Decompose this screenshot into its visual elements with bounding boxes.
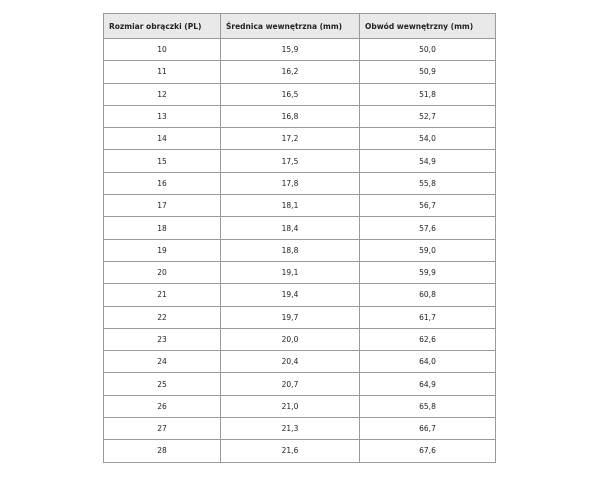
cell-ring-size: 16: [104, 172, 221, 194]
cell-ring-size: 13: [104, 105, 221, 127]
table-row: [104, 217, 496, 239]
header-row: [104, 14, 496, 39]
cell-inner-circumference: 67,6: [360, 440, 496, 462]
cell-ring-size: 18: [104, 217, 221, 239]
table-row: [104, 105, 496, 127]
cell-inner-diameter: 16,8: [221, 105, 360, 127]
cell-ring-size: 22: [104, 306, 221, 328]
cell-inner-diameter: 19,4: [221, 284, 360, 306]
cell-ring-size: 23: [104, 328, 221, 350]
cell-inner-diameter: 16,2: [221, 61, 360, 83]
cell-ring-size: 25: [104, 373, 221, 395]
cell-inner-circumference: 64,9: [360, 373, 496, 395]
cell-ring-size: 17: [104, 195, 221, 217]
cell-inner-circumference: 62,6: [360, 328, 496, 350]
cell-inner-circumference: 54,0: [360, 128, 496, 150]
cell-inner-circumference: 56,7: [360, 195, 496, 217]
cell-inner-diameter: 17,8: [221, 172, 360, 194]
table-row: [104, 373, 496, 395]
cell-inner-diameter: 17,5: [221, 150, 360, 172]
cell-inner-diameter: 20,7: [221, 373, 360, 395]
cell-inner-diameter: 20,4: [221, 351, 360, 373]
cell-ring-size: 28: [104, 440, 221, 462]
cell-inner-diameter: 18,1: [221, 195, 360, 217]
cell-ring-size: 20: [104, 261, 221, 283]
table-row: [104, 61, 496, 83]
cell-inner-diameter: 21,6: [221, 440, 360, 462]
cell-ring-size: 24: [104, 351, 221, 373]
table-row: [104, 83, 496, 105]
cell-inner-circumference: 60,8: [360, 284, 496, 306]
cell-ring-size: 27: [104, 418, 221, 440]
table-row: [104, 351, 496, 373]
table-row: [104, 195, 496, 217]
cell-inner-circumference: 57,6: [360, 217, 496, 239]
cell-ring-size: 11: [104, 61, 221, 83]
table-row: [104, 239, 496, 261]
table-row: [104, 150, 496, 172]
header-inner-diameter: Średnica wewnętrzna (mm): [221, 14, 360, 39]
table-row: [104, 440, 496, 462]
cell-ring-size: 21: [104, 284, 221, 306]
table-header: [104, 14, 496, 39]
cell-inner-diameter: 20,0: [221, 328, 360, 350]
table-row: [104, 395, 496, 417]
cell-inner-circumference: 50,9: [360, 61, 496, 83]
header-ring-size: Rozmiar obrączki (PL): [104, 14, 221, 39]
cell-inner-diameter: 19,7: [221, 306, 360, 328]
cell-inner-diameter: 21,3: [221, 418, 360, 440]
cell-ring-size: 14: [104, 128, 221, 150]
cell-ring-size: 19: [104, 239, 221, 261]
cell-inner-diameter: 21,0: [221, 395, 360, 417]
header-inner-circumference: Obwód wewnętrzny (mm): [360, 14, 496, 39]
cell-inner-diameter: 15,9: [221, 39, 360, 61]
cell-inner-diameter: 17,2: [221, 128, 360, 150]
cell-inner-circumference: 65,8: [360, 395, 496, 417]
cell-inner-circumference: 50,0: [360, 39, 496, 61]
ring-size-table: [103, 13, 496, 463]
cell-ring-size: 26: [104, 395, 221, 417]
table-row: [104, 39, 496, 61]
cell-inner-circumference: 59,0: [360, 239, 496, 261]
cell-inner-circumference: 52,7: [360, 105, 496, 127]
table-row: [104, 418, 496, 440]
table-row: [104, 261, 496, 283]
cell-inner-circumference: 66,7: [360, 418, 496, 440]
cell-inner-circumference: 54,9: [360, 150, 496, 172]
cell-inner-diameter: 18,4: [221, 217, 360, 239]
cell-inner-diameter: 18,8: [221, 239, 360, 261]
cell-inner-circumference: 55,8: [360, 172, 496, 194]
table-row: [104, 172, 496, 194]
table-body: [104, 39, 496, 463]
table-row: [104, 128, 496, 150]
cell-ring-size: 12: [104, 83, 221, 105]
cell-inner-circumference: 64,0: [360, 351, 496, 373]
cell-inner-circumference: 51,8: [360, 83, 496, 105]
cell-inner-circumference: 61,7: [360, 306, 496, 328]
table-row: [104, 328, 496, 350]
table-row: [104, 284, 496, 306]
cell-ring-size: 15: [104, 150, 221, 172]
cell-ring-size: 10: [104, 39, 221, 61]
cell-inner-diameter: 19,1: [221, 261, 360, 283]
cell-inner-diameter: 16,5: [221, 83, 360, 105]
table-row: [104, 306, 496, 328]
cell-inner-circumference: 59,9: [360, 261, 496, 283]
